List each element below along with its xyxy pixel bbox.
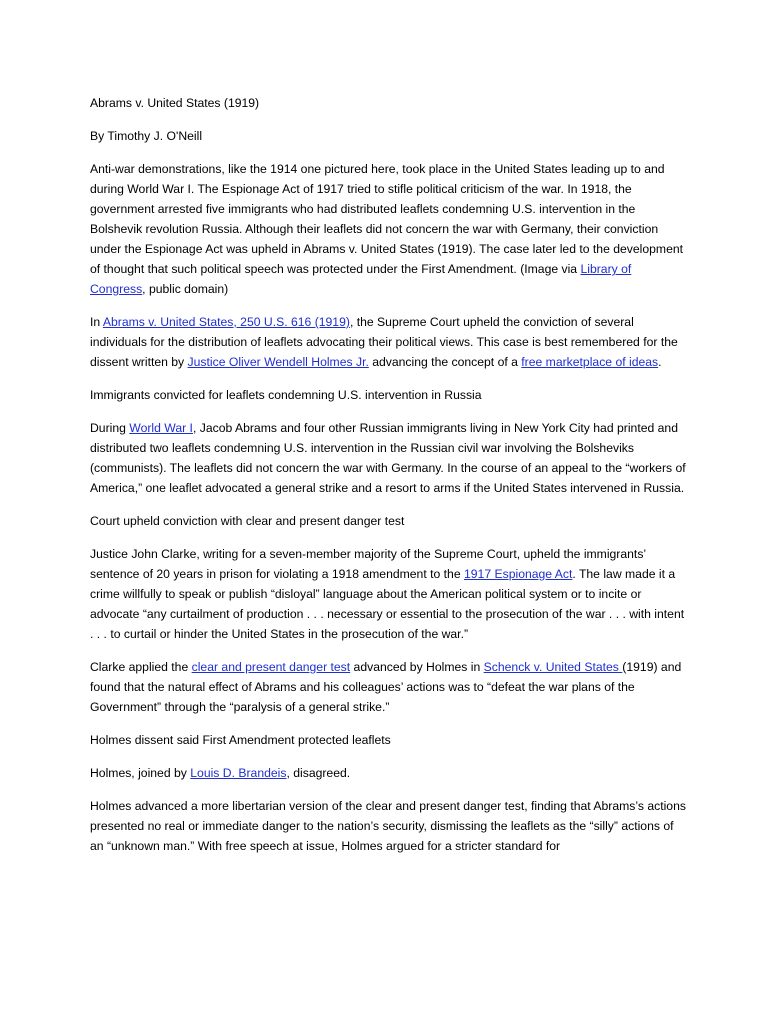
immigrants-text-2: , Jacob Abrams and four other Russian immigrants living in New York City had printed and distributed two leaflets condemning U.S. intervention in the Russian civil war involving the Bolsheviks (communists). The leaflets did not concern the war with Germany. In the course of an appeal to the “workers of America,” one leaflet advocated a general strike and a resort to arms if the United States intervened in Russia. bbox=[90, 421, 686, 495]
intro-text-4: . bbox=[658, 355, 662, 369]
brandeis-link[interactable]: Louis D. Brandeis bbox=[190, 766, 287, 780]
espionage-act-link[interactable]: 1917 Espionage Act bbox=[463, 567, 573, 581]
document-page bbox=[90, 93, 690, 869]
intro-paragraph bbox=[90, 312, 690, 372]
section-heading-dissent: Holmes dissent said First Amendment protected leaflets bbox=[90, 733, 391, 747]
intro-text-3: advancing the concept of a bbox=[368, 355, 522, 369]
image-caption-paragraph bbox=[90, 159, 690, 299]
danger-text-3: (1919) and found that the natural effect of Abrams and his colleagues’ actions was to “defeat the war plans of the Government” through the “paralysis of a general strike.” bbox=[90, 660, 682, 714]
danger-text-1: Clarke applied the bbox=[90, 660, 192, 674]
abrams-case-link[interactable]: Abrams v. United States, 250 U.S. 616 (1919) bbox=[102, 315, 350, 329]
caption-tail: , public domain) bbox=[142, 282, 229, 296]
free-marketplace-link[interactable]: free marketplace of ideas bbox=[521, 355, 659, 369]
intro-text-2: , the Supreme Court upheld the conviction of several individuals for the distribution of leaflets advocating their political views. This case is best remembered for the dissent written by bbox=[90, 315, 678, 369]
world-war-i-link[interactable]: World War I bbox=[129, 421, 193, 435]
section-heading-court: Court upheld conviction with clear and present danger test bbox=[90, 514, 405, 528]
immigrants-paragraph bbox=[90, 418, 690, 498]
clear-present-danger-link[interactable]: clear and present danger test bbox=[191, 660, 351, 674]
danger-text-2: advanced by Holmes in bbox=[350, 660, 484, 674]
holmes-link[interactable]: Justice Oliver Wendell Holmes Jr. bbox=[187, 355, 369, 369]
document-title: Abrams v. United States (1919) bbox=[90, 96, 260, 110]
byline: By Timothy J. O'Neill bbox=[90, 129, 203, 143]
clarke-text-1: Justice John Clarke, writing for a seven-member majority of the Supreme Court, upheld the immigrants’ sentence of 20 years in prison for violating a 1918 amendment to the bbox=[90, 547, 646, 581]
clarke-paragraph bbox=[90, 544, 690, 644]
section-heading-immigrants: Immigrants convicted for leaflets condemning U.S. intervention in Russia bbox=[90, 388, 482, 402]
brandeis-text-2: , disagreed. bbox=[286, 766, 351, 780]
intro-text-1: In bbox=[90, 315, 103, 329]
caption-text: Anti-war demonstrations, like the 1914 one pictured here, took place in the United States leading up to and during World War I. The Espionage Act of 1917 tried to stifle political criticism of the war. In 1918, the government arrested five immigrants who had distributed leaflets condemning U.S. intervention in the Bolshevik revolution Russia. Although their leaflets did not concern the war with Germany, their conviction under the Espionage Act was upheld in Abrams v. United States (1919). The case later led to the development of thought that such political speech was protected under the First Amendment. (Image via bbox=[90, 162, 684, 276]
library-of-congress-link[interactable]: Library of Congress bbox=[90, 262, 632, 296]
holmes-dissent-paragraph: Holmes advanced a more libertarian version of the clear and present danger test, finding that Abrams’s actions presented no real or immediate danger to the nation’s security, dismissing the leaflets as the “silly” actions of an “unknown man.” With free speech at issue, Holmes argued for a stricter standard for bbox=[90, 799, 686, 853]
brandeis-text-1: Holmes, joined by bbox=[90, 766, 191, 780]
immigrants-text-1: During bbox=[90, 421, 130, 435]
danger-test-paragraph bbox=[90, 657, 690, 717]
schenck-link[interactable]: Schenck v. United States bbox=[483, 660, 623, 674]
brandeis-paragraph bbox=[90, 763, 690, 783]
clarke-text-2: . The law made it a crime willfully to speak or publish “disloyal” language about the American political system or to incite or advocate “any curtailment of production . . . necessary or essential to the prosecution of the war . . . with intent . . . to curtail or hinder the United States in the prosecution of the war.” bbox=[90, 567, 685, 641]
